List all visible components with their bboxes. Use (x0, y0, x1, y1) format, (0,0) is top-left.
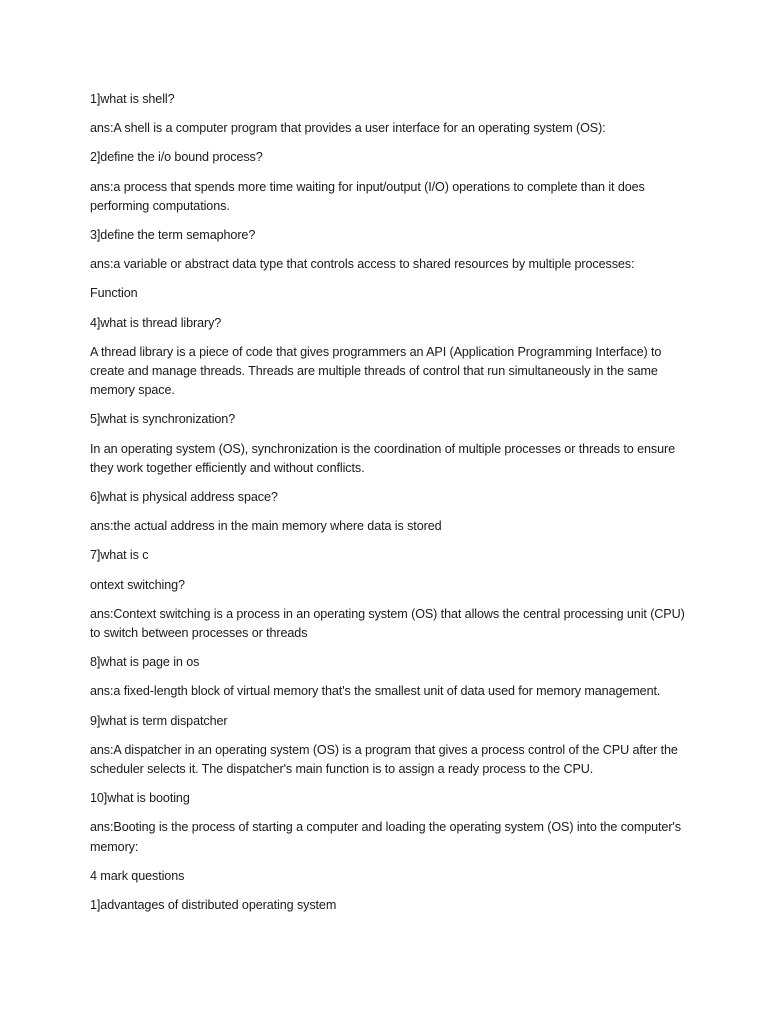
question-9: 9]what is term dispatcher (90, 713, 228, 728)
question-4: 4]what is thread library? (90, 315, 222, 330)
answer-10: ans:Booting is the process of starting a computer and loading the operating system (OS) into the computer's memory: (90, 820, 681, 854)
question-1: 1]what is shell? (90, 92, 175, 106)
question-6: 6]what is physical address space? (90, 490, 278, 505)
answer-2: ans:a process that spends more time waiting for input/output (I/O) operations to complete than it does performing computations. (90, 179, 645, 213)
question-3: 3]define the term semaphore? (90, 228, 256, 243)
four-mark-question-1: 1]advantages of distributed operating system (90, 898, 337, 913)
document-body (90, 90, 685, 925)
answer-3-continued: Function (90, 286, 138, 301)
answer-7: ans:Context switching is a process in an operating system (OS) that allows the central processing unit (CPU) to switch between processes or threads (90, 606, 685, 641)
answer-8: ans:a fixed-length block of virtual memory that's the smallest unit of data used for memory management. (90, 684, 661, 699)
answer-9: ans:A dispatcher in an operating system (OS) is a program that gives a process control of the CPU after the scheduler selects it. The dispatcher's main function is to assign a ready process to the CPU. (90, 742, 678, 777)
answer-4: A thread library is a piece of code that gives programmers an API (Application Programming Interface) to create and manage threads. Threads are multiple threads of control that run simultaneously in the same memory space. (90, 344, 662, 398)
answer-3: ans:a variable or abstract data type that controls access to shared resources by multiple processes: (90, 257, 635, 272)
question-7-continued: ontext switching? (90, 577, 185, 592)
section-heading: 4 mark questions (90, 868, 185, 883)
question-8: 8]what is page in os (90, 655, 200, 670)
question-10: 10]what is booting (90, 791, 190, 806)
question-2: 2]define the i/o bound process? (90, 150, 263, 165)
question-5: 5]what is synchronization? (90, 412, 236, 427)
question-7: 7]what is c (90, 548, 149, 563)
answer-1: ans:A shell is a computer program that provides a user interface for an operating system (OS): (90, 121, 606, 136)
answer-6: ans:the actual address in the main memory where data is stored (90, 519, 442, 534)
answer-5: In an operating system (OS), synchronization is the coordination of multiple processes or threads to ensure they work together efficiently and without conflicts. (90, 441, 676, 475)
